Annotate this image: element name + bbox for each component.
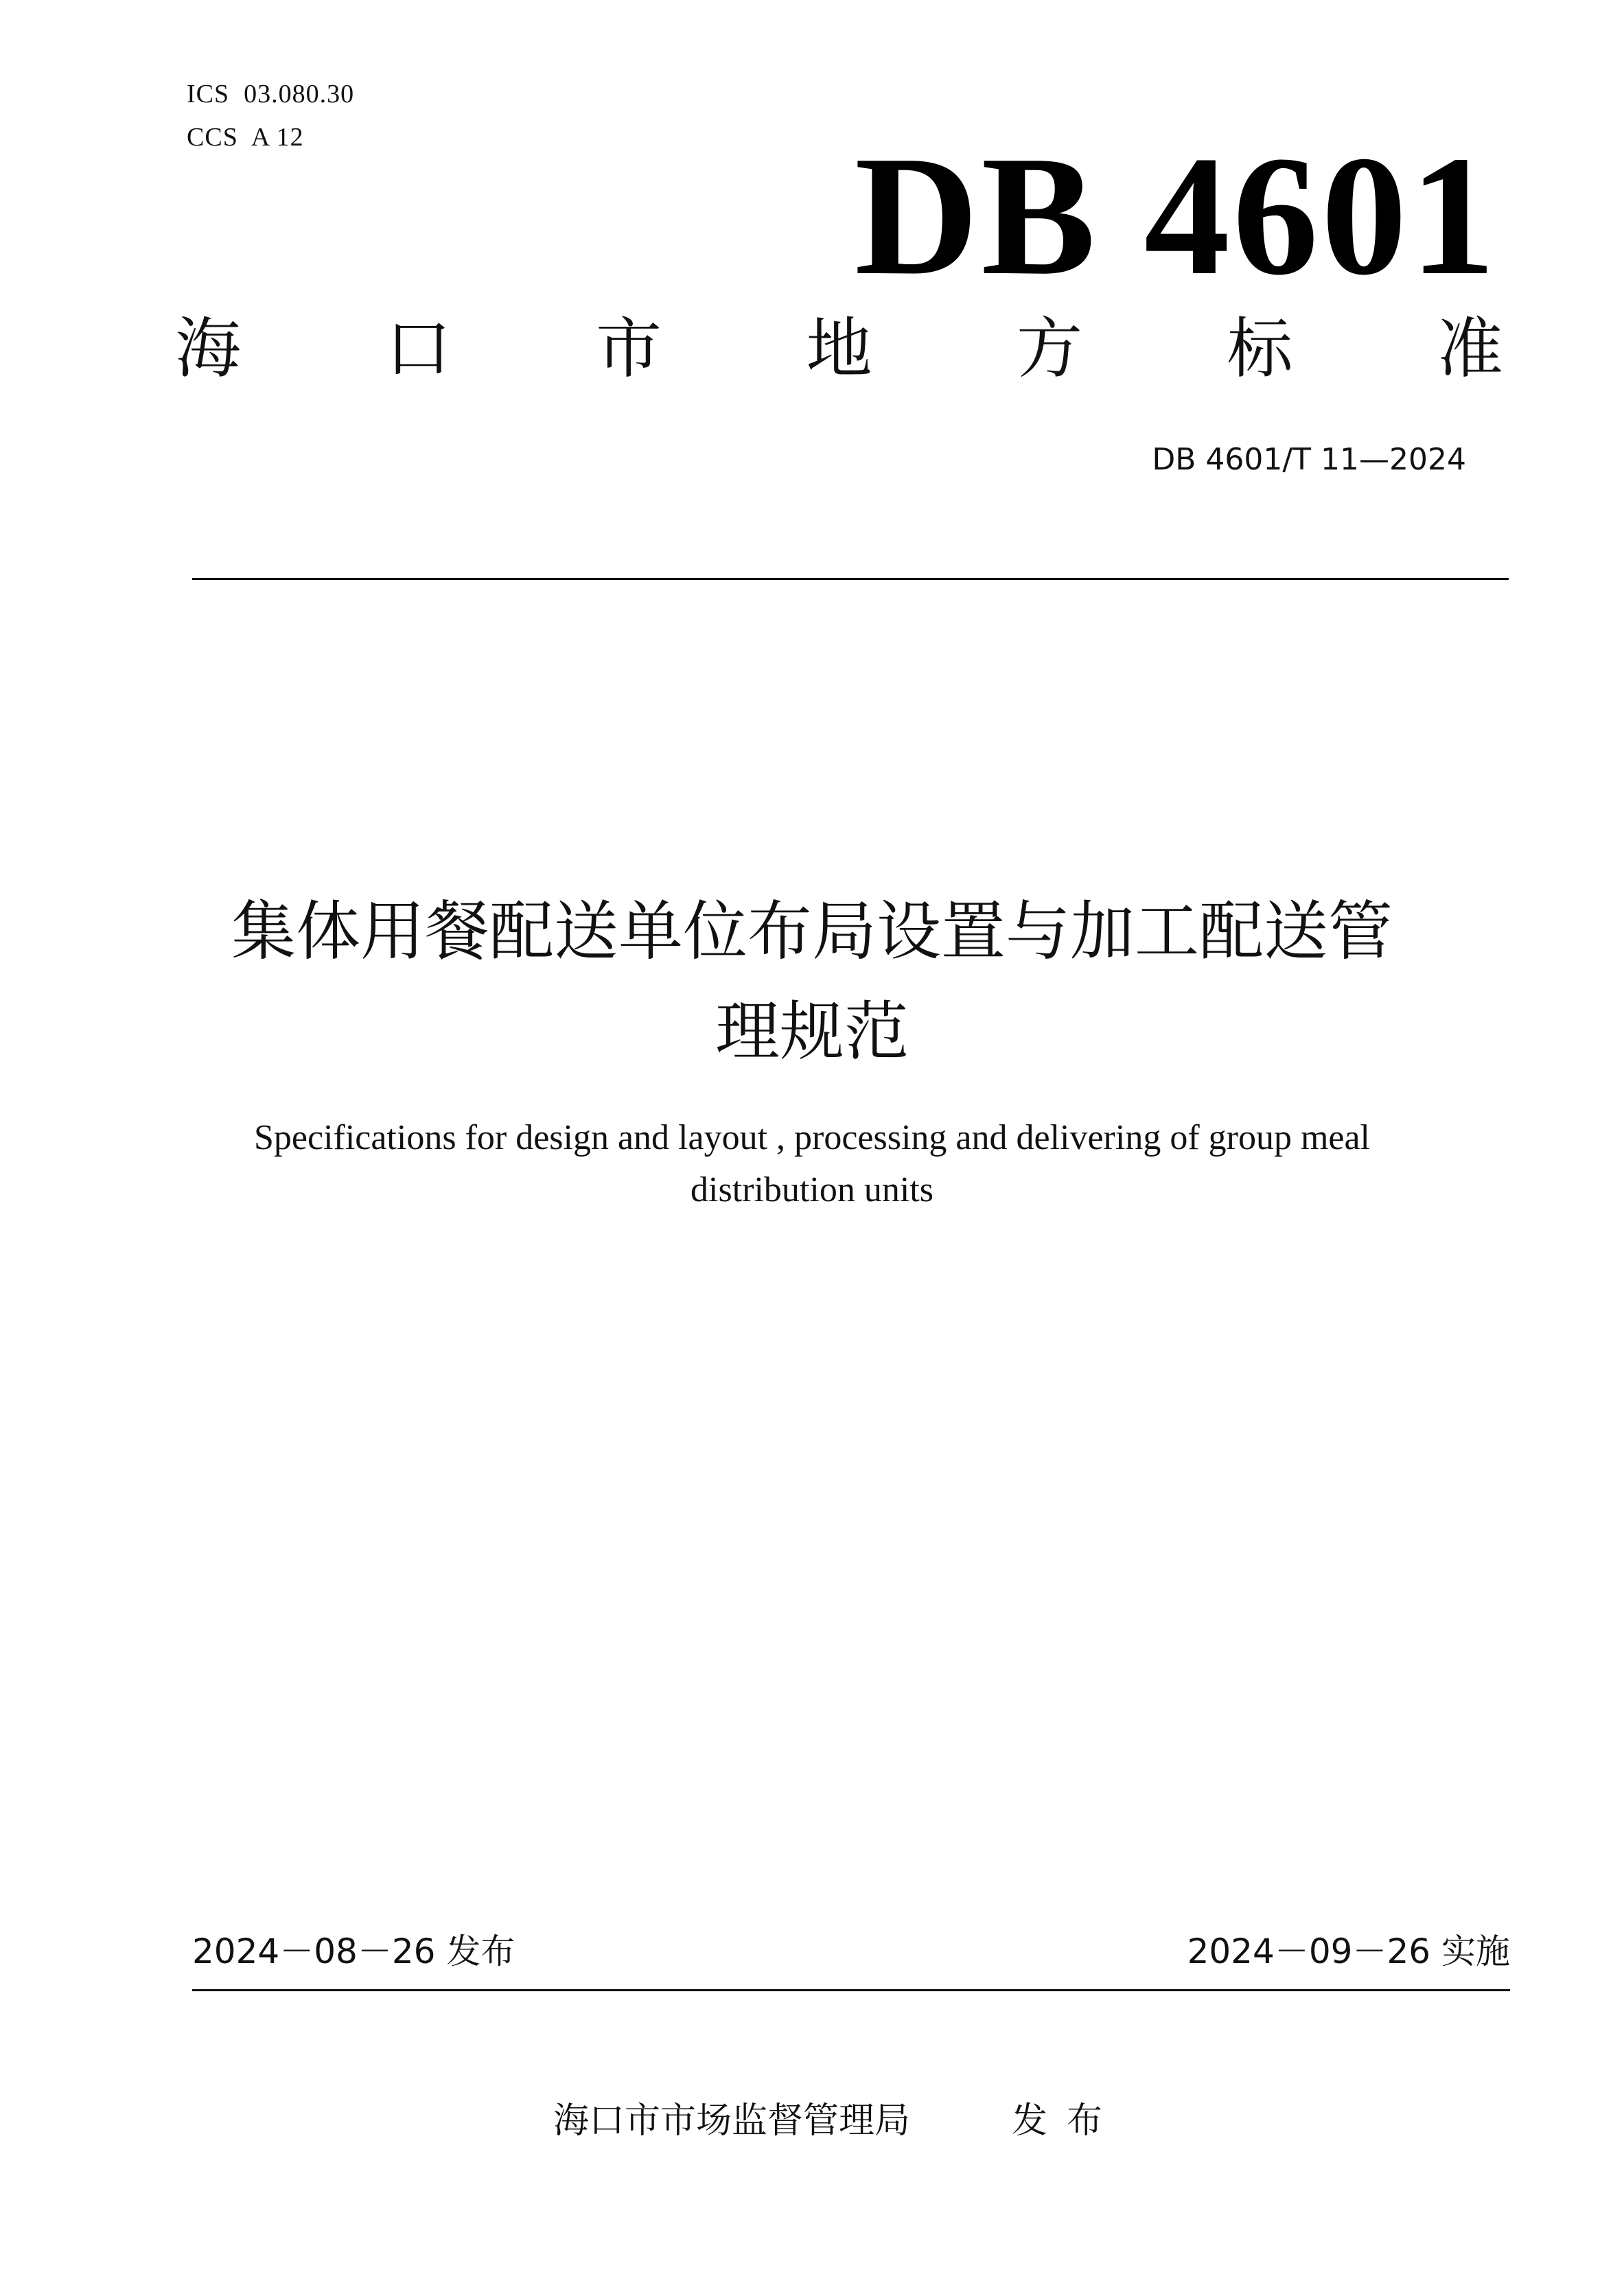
standard-type-char: 口 <box>385 310 452 387</box>
standard-type-char: 方 <box>1017 310 1082 387</box>
ccs-code: CCS A 12 <box>187 123 304 152</box>
english-title-line: distribution units <box>691 1170 933 1209</box>
standard-number: DB 4601/T 11—2024 <box>1152 442 1466 477</box>
standard-type-char: 标 <box>1227 310 1293 387</box>
publish-date: 2024－08－26 发布 <box>192 1932 515 1971</box>
standard-type-char: 准 <box>1437 310 1503 387</box>
chinese-title <box>124 882 1500 1082</box>
standard-type-char: 地 <box>806 310 872 387</box>
effective-date: 2024－09－26 实施 <box>1187 1932 1510 1971</box>
standard-type-char: 市 <box>596 310 662 387</box>
chinese-title-line: 理规范 <box>715 995 909 1069</box>
top-divider <box>192 578 1509 580</box>
english-title-line: Specifications for design and layout , processing and delivering of group meal <box>253 1118 1370 1157</box>
standard-type-title <box>175 310 1503 387</box>
standard-type-char: 海 <box>175 310 241 387</box>
ics-code: ICS 03.080.30 <box>187 80 355 108</box>
issue-label: 发布 <box>1012 2100 1122 2142</box>
db-standard-mark: DB 4601 <box>855 121 1498 311</box>
bottom-divider <box>192 1989 1510 1991</box>
english-title <box>124 1112 1500 1216</box>
chinese-title-line: 集体用餐配送单位布局设置与加工配送管 <box>231 894 1393 969</box>
issuing-authority: 海口市市场监督管理局 <box>553 2100 911 2142</box>
